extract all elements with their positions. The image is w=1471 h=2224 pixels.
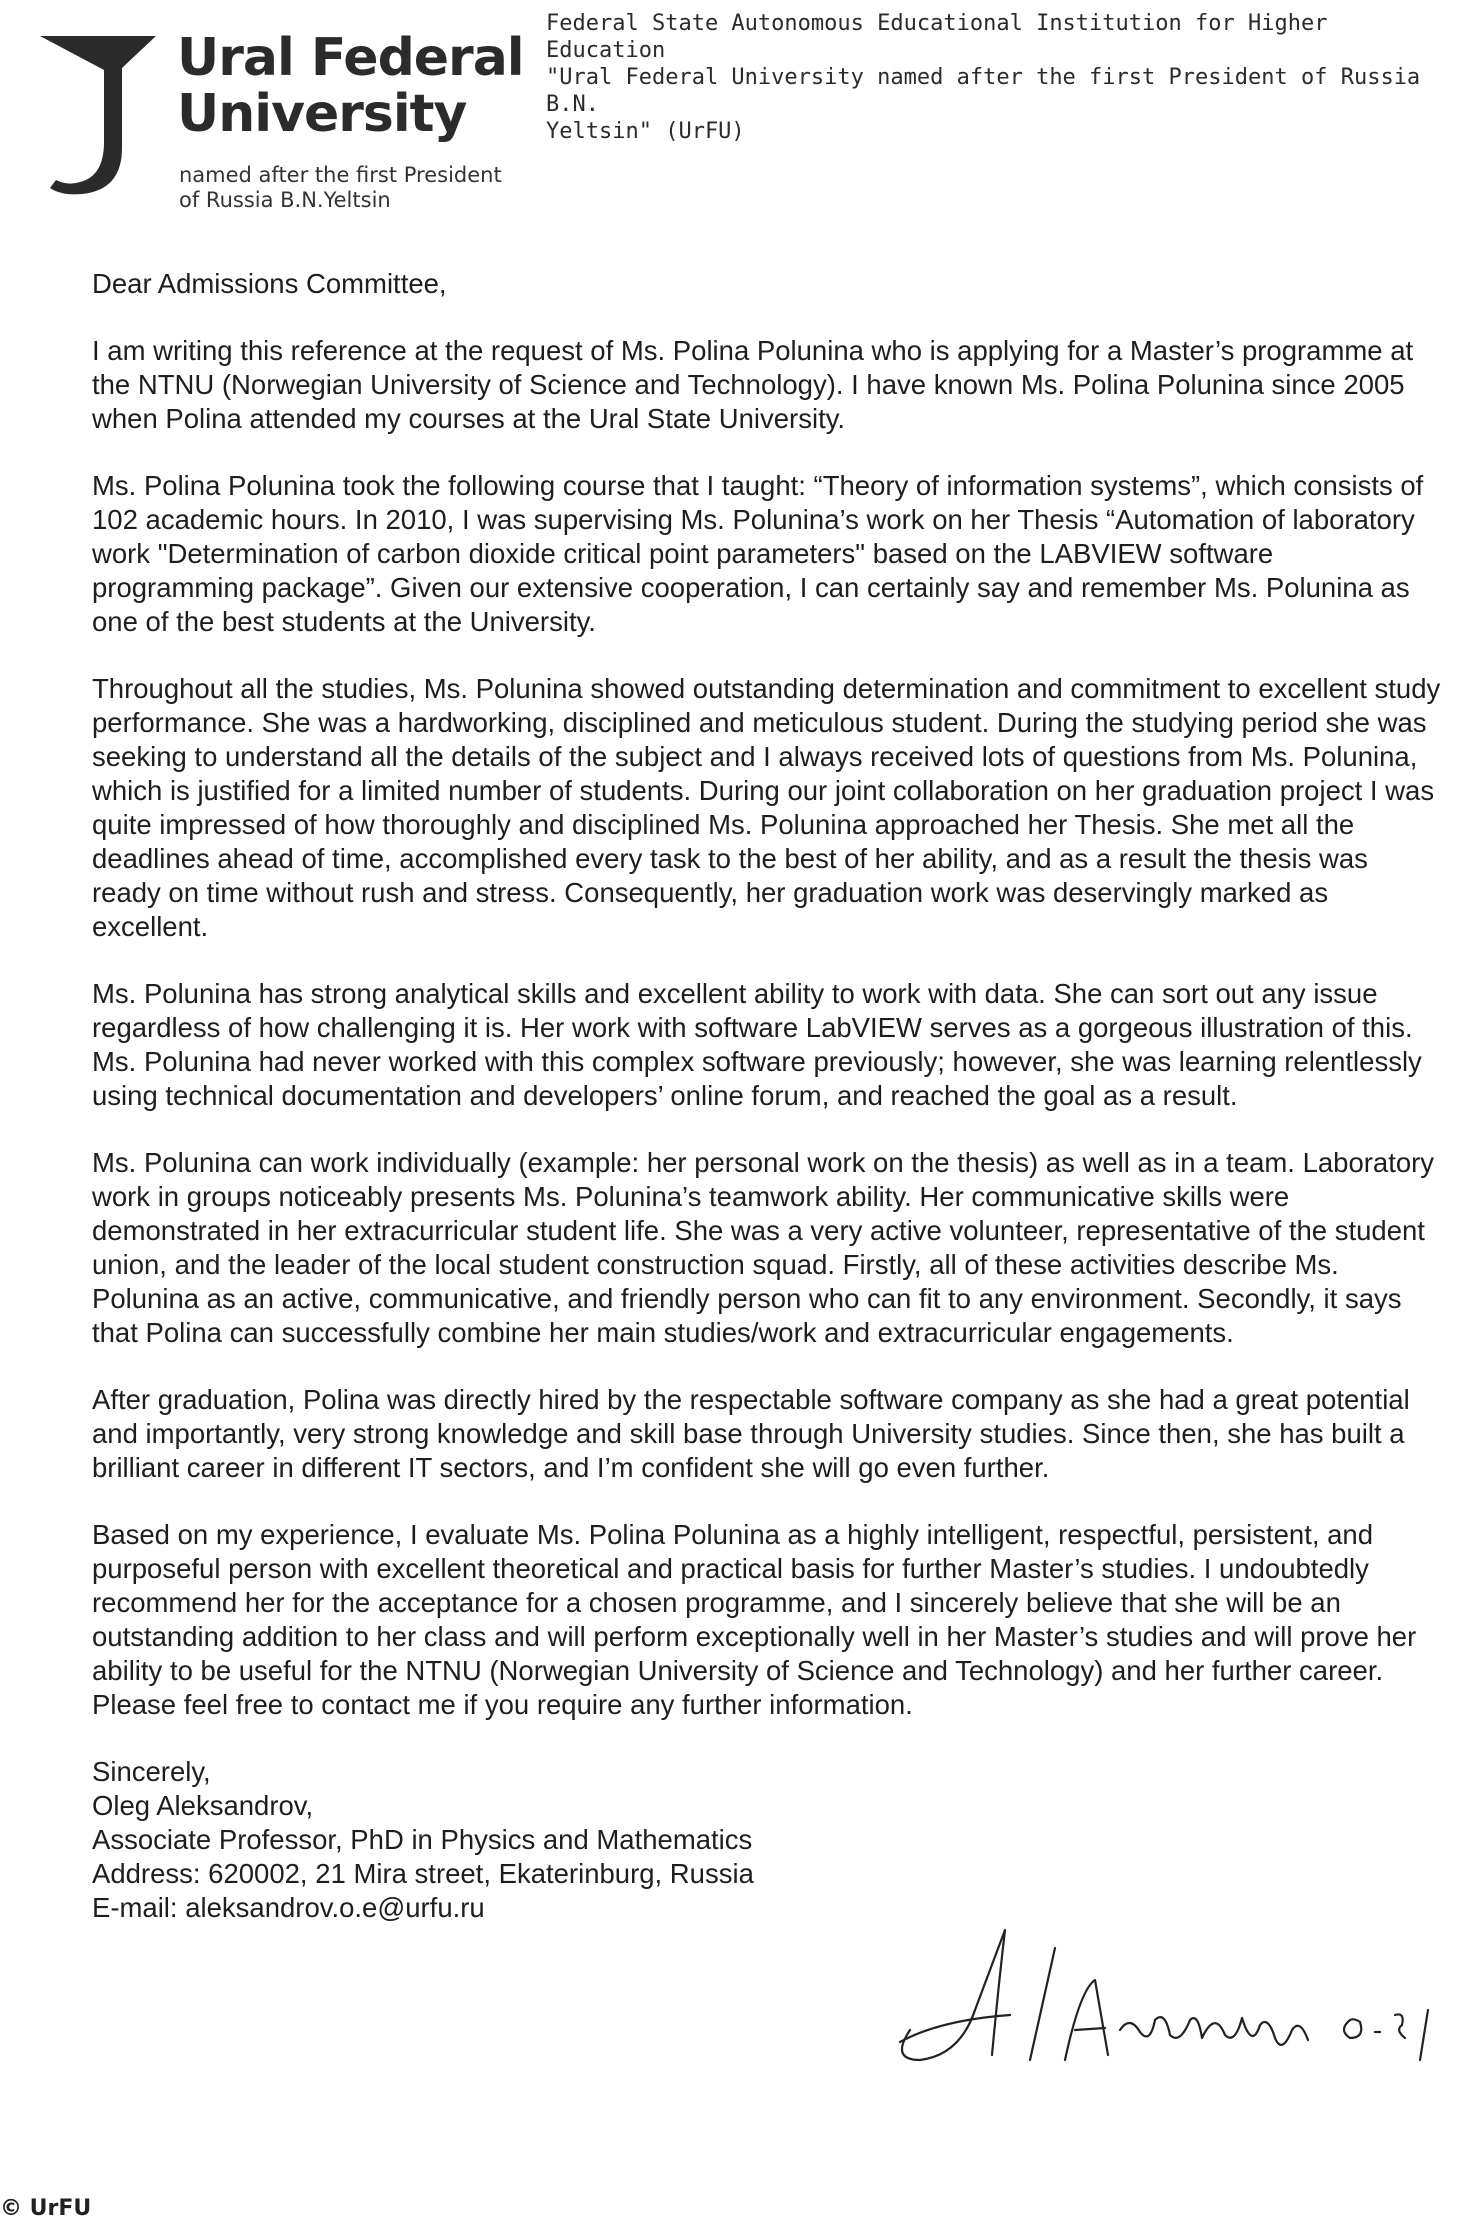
- university-subtitle: [179, 163, 502, 213]
- letter-greeting: Dear Admissions Committee,: [92, 268, 447, 299]
- footer-copyright: © UrFU: [0, 2196, 92, 2221]
- letter-paragraph: Throughout all the studies, Ms. Polunina showed outstanding determination and commitment to excellent study performance. She was a hardworking, disciplined and meticulous student. During the studying period she was seeking to understand all the details of the subject and I always received lots of questions from Ms. Polunina, which is justified for a limited number of students. During our joint collaboration on her graduation project I was quite impressed of how thoroughly and disciplined Ms. Polunina approached her Thesis. She met all the deadlines ahead of time, accomplished every task to the best of her ability, and as a result the thesis was ready on time without rush and stress. Consequently, her graduation work was deservingly marked as excellent.: [92, 673, 1441, 942]
- university-subtitle-line1: named after the first President: [179, 163, 502, 187]
- letter-paragraph: Ms. Polunina has strong analytical skills and excellent ability to work with data. She can sort out any issue regardless of how challenging it is. Her work with software LabVIEW serves as a gorgeous illustration of this. Ms. Polunina had never worked with this complex software previously; however, she was learning relentlessly using technical documentation and developers’ online forum, and reached the goal as a result.: [92, 978, 1422, 1111]
- letter-body: [92, 267, 1442, 1925]
- signer-address: Address: 620002, 21 Mira street, Ekaterinburg, Russia: [92, 1858, 754, 1889]
- university-subtitle-line2: of Russia B.N.Yeltsin: [179, 188, 391, 212]
- letter-paragraph: I am writing this reference at the request of Ms. Polina Polunina who is applying for a Master’s programme at the NTNU (Norwegian University of Science and Technology). I have known Ms. Polina Polunina since 2005 when Polina attended my courses at the Ural State University.: [92, 335, 1414, 434]
- letter-paragraph: Ms. Polunina can work individually (example: her personal work on the thesis) as well as in a team. Laboratory work in groups noticeably presents Ms. Polunina’s teamwork ability. Her communicative skills were demonstrated in her extracurricular student life. She was a very active volunteer, representative of the student union, and the leader of the local student construction squad. Firstly, all of these activities describe Ms. Polunina as an active, communicative, and friendly person who can fit to any environment. Secondly, it says that Polina can successfully combine her main studies/work and extracurricular engagements.: [92, 1147, 1435, 1348]
- handwritten-signature: [880, 1920, 1450, 2090]
- university-name-line2: University: [177, 84, 467, 144]
- university-name-line1: Ural Federal: [177, 28, 524, 88]
- institution-line3: Yeltsin" (UrFU): [546, 119, 745, 144]
- letter-final-paragraph: Based on my experience, I evaluate Ms. Polina Polunina as a highly intelligent, respectful, persistent, and purposeful person with excellent theoretical and practical basis for further Master’s studies. I undoubtedly recommend her for the acceptance for a chosen programme, and I sincerely believe that she will be an outstanding addition to her class and will perform exceptionally well in her Master’s studies and will prove her ability to be useful for the NTNU (Norwegian University of Science and Technology) and her further career.: [92, 1519, 1417, 1686]
- letter-closing: [92, 1755, 1442, 1925]
- sign-off: Sincerely,: [92, 1756, 211, 1787]
- institution-header: [546, 10, 1446, 145]
- signer-title: Associate Professor, PhD in Physics and Mathematics: [92, 1824, 753, 1855]
- university-name: [177, 30, 524, 142]
- institution-line1: Federal State Autonomous Educational Institution for Higher Education: [546, 11, 1328, 63]
- signer-email: E-mail: aleksandrov.o.e@urfu.ru: [92, 1892, 485, 1923]
- institution-line2: "Ural Federal University named after the first President of Russia B.N.: [546, 65, 1421, 117]
- signer-name: Oleg Aleksandrov,: [92, 1790, 314, 1821]
- letter-contact-line: Please feel free to contact me if you require any further information.: [92, 1689, 913, 1720]
- letter-paragraph: Ms. Polina Polunina took the following course that I taught: “Theory of information systems”, which consists of 102 academic hours. In 2010, I was supervising Ms. Polunina’s work on her Thesis “Automation of laboratory work "Determination of carbon dioxide critical point parameters" based on the LABVIEW software programming package”. Given our extensive cooperation, I can certainly say and remember Ms. Polunina as one of the best students at the University.: [92, 470, 1424, 637]
- urfu-logo-icon: [38, 30, 158, 200]
- letter-paragraph: After graduation, Polina was directly hired by the respectable software company as she had a great potential and importantly, very strong knowledge and skill base through University studies. Since then, she has built a brilliant career in different IT sectors, and I’m confident she will go even further.: [92, 1384, 1410, 1483]
